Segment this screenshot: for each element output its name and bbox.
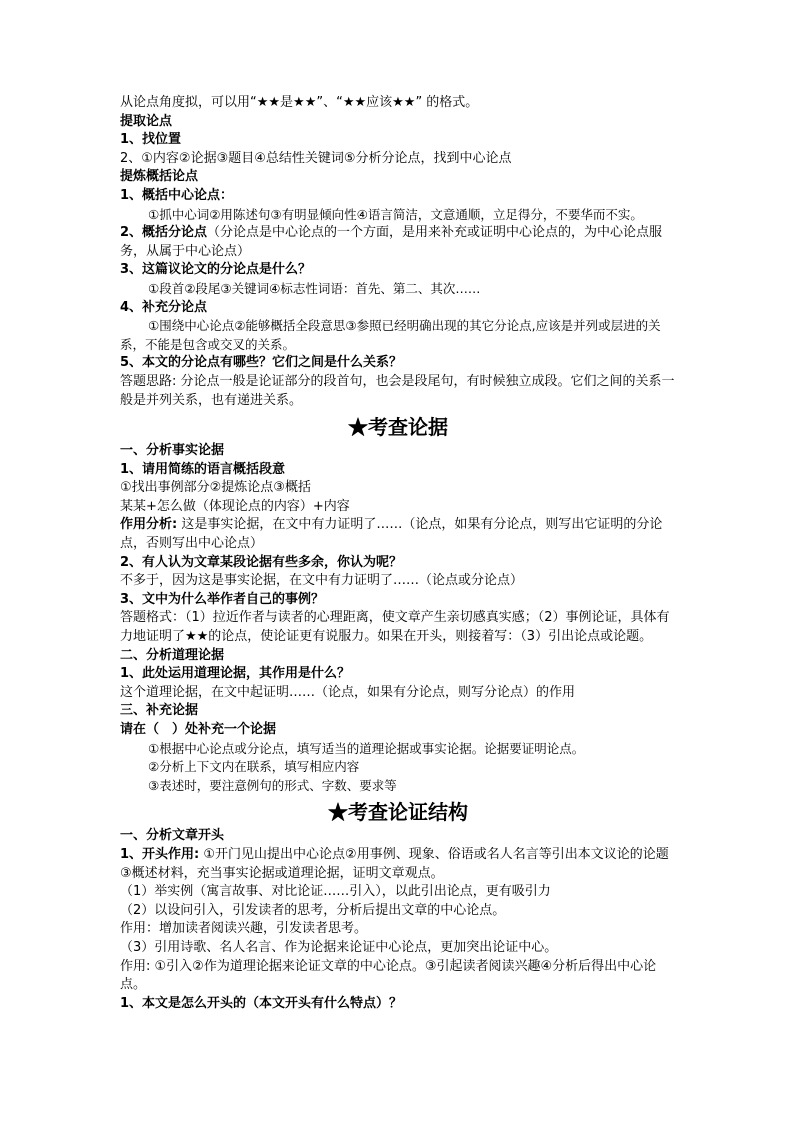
q5-text: 答题思路: 分论点一般是论证部分的段首句，也会是段尾句，有时候独立成段。它们之间的关系一般是并列关系，也有递进关系。	[120, 373, 675, 408]
opening-effect-text: ①开门见山提出中心论点②用事例、现象、俗语或名人名言等引出本文议论的论题③概述材料，充当事实论据或道理论据，证明文章观点。	[120, 846, 669, 881]
extract-find-text: 2、①内容②论据③题目④总结性关键词⑤分析分论点，找到中心论点	[120, 150, 512, 166]
sub-point-para	[120, 224, 676, 261]
evidence-q1-line1: ①找出事例部分②提炼论点③概括	[120, 480, 311, 496]
evidence-q1-effect	[120, 516, 676, 553]
opening-effect	[120, 846, 676, 883]
evidence-q2-label: 2、有人认为文章某段论据有些多余，你认为呢？	[120, 554, 403, 570]
intro-line: 从论点角度拟，可以用“★★是★★”、“★★应该★★” 的格式。	[120, 95, 479, 110]
q5-label: 5、本文的分论点有哪些？它们之间是什么关系？	[120, 355, 403, 371]
evidence-q1-line2: 某某+怎么做（体现论点的内容）+内容	[120, 498, 350, 514]
evidence-q1-effect-text: 这是事实论据，在文中有力证明了……（论点，如果有分论点，则写出它证明的分论点，否则写出中心论点）	[120, 517, 663, 552]
center-point-label: 1、概括中心论点：	[120, 187, 234, 203]
evidence-fill-label: 请在（ ）处补充一个论据	[120, 722, 277, 737]
section-title-summarize: 提炼概括论点	[120, 169, 199, 185]
evidence-r1-text: 这个道理论据，在文中起证明……（论点，如果有分论点，则写分论点）的作用	[120, 684, 576, 700]
evidence-s2-title: 二、分析道理论据	[120, 647, 225, 663]
center-point-text: ①抓中心词②用陈述句③有明显倾向性④语言简洁，文意通顺，立足得分，不要华而不实。	[148, 206, 643, 222]
method-2-effect: 作用：增加读者阅读兴趣，引发读者思考。	[120, 921, 368, 937]
q4-label: 4、补充分论点	[120, 299, 208, 315]
document-page	[120, 94, 676, 1013]
sub-point-label: 2、概括分论点	[120, 225, 208, 241]
section-title-extract: 提取论点	[120, 113, 173, 129]
method-3: （3）引用诗歌、名人名言、作为论据来论证中心论点，更加突出论证中心。	[120, 939, 558, 955]
opening-effect-label: 1、开头作用:	[120, 846, 200, 862]
method-2: （2）以设问引入，引发读者的思考，分析后提出文章的中心论点。	[120, 902, 506, 918]
evidence-q1-label: 1、请用简练的语言概括段意	[120, 461, 286, 477]
fill-item: ②分析上下文内在联系，填写相应内容	[148, 759, 360, 775]
heading-evidence: ★考查论据	[348, 415, 448, 440]
method-1: （1）举实例（寓言故事、对比论证……引入），以此引出论点，更有吸引力	[120, 884, 551, 900]
evidence-q3-label: 3、文中为什么举作者自己的事例？	[120, 591, 325, 607]
evidence-s1-title: 一、分析事实论据	[120, 443, 225, 459]
structure-last-question: 1、本文是怎么开头的（本文开头有什么特点）？	[120, 995, 403, 1011]
q3-label: 3、这篇议论文的分论点是什么？	[120, 262, 312, 278]
fill-item: ①根据中心论点或分论点，填写适当的道理论据或事实论据。论据要证明论点。	[148, 740, 585, 756]
evidence-r1-label: 1、此处运用道理论据，其作用是什么？	[120, 666, 351, 682]
structure-s1-title: 一、分析文章开头	[120, 828, 225, 844]
sub-point-text: （分论点是中心论点的一个方面，是用来补充或证明中心论点的，为中心论点服务，从属于中心论点）	[120, 225, 663, 259]
q3-text: ①段首②段尾③关键词④标志性词语：首先、第二、其次……	[148, 280, 481, 296]
method-3-effect: 作用: ①引入②作为道理论据来论证文章的中心论点。③引起读者阅读兴趣④分析后得出中心论点。	[120, 958, 657, 993]
heading-structure: ★考查论证结构	[328, 800, 468, 825]
evidence-q3-text: 答题格式：（1）拉近作者与读者的心理距离，使文章产生亲切感真实感；（2）事例论证，具体有力地证明了★★的论点，使论证更有说服力。如果在开头，则接着写：（3）引出论点或论题。	[120, 610, 670, 645]
extract-find-label: 1、找位置	[120, 132, 182, 148]
q4-text: ①围绕中心论点②能够概括全段意思③参照已经明确出现的其它分论点,应该是并列或层进的关系，不能是包含或交叉的关系。	[120, 318, 661, 352]
evidence-q1-effect-label: 作用分析:	[120, 517, 178, 533]
evidence-s3-title: 三、补充论据	[120, 703, 199, 719]
fill-item: ③表述时，要注意例句的形式、字数、要求等	[148, 777, 397, 793]
evidence-q2-text: 不多于，因为这是事实论据，在文中有力证明了……（论点或分论点）	[120, 573, 524, 589]
